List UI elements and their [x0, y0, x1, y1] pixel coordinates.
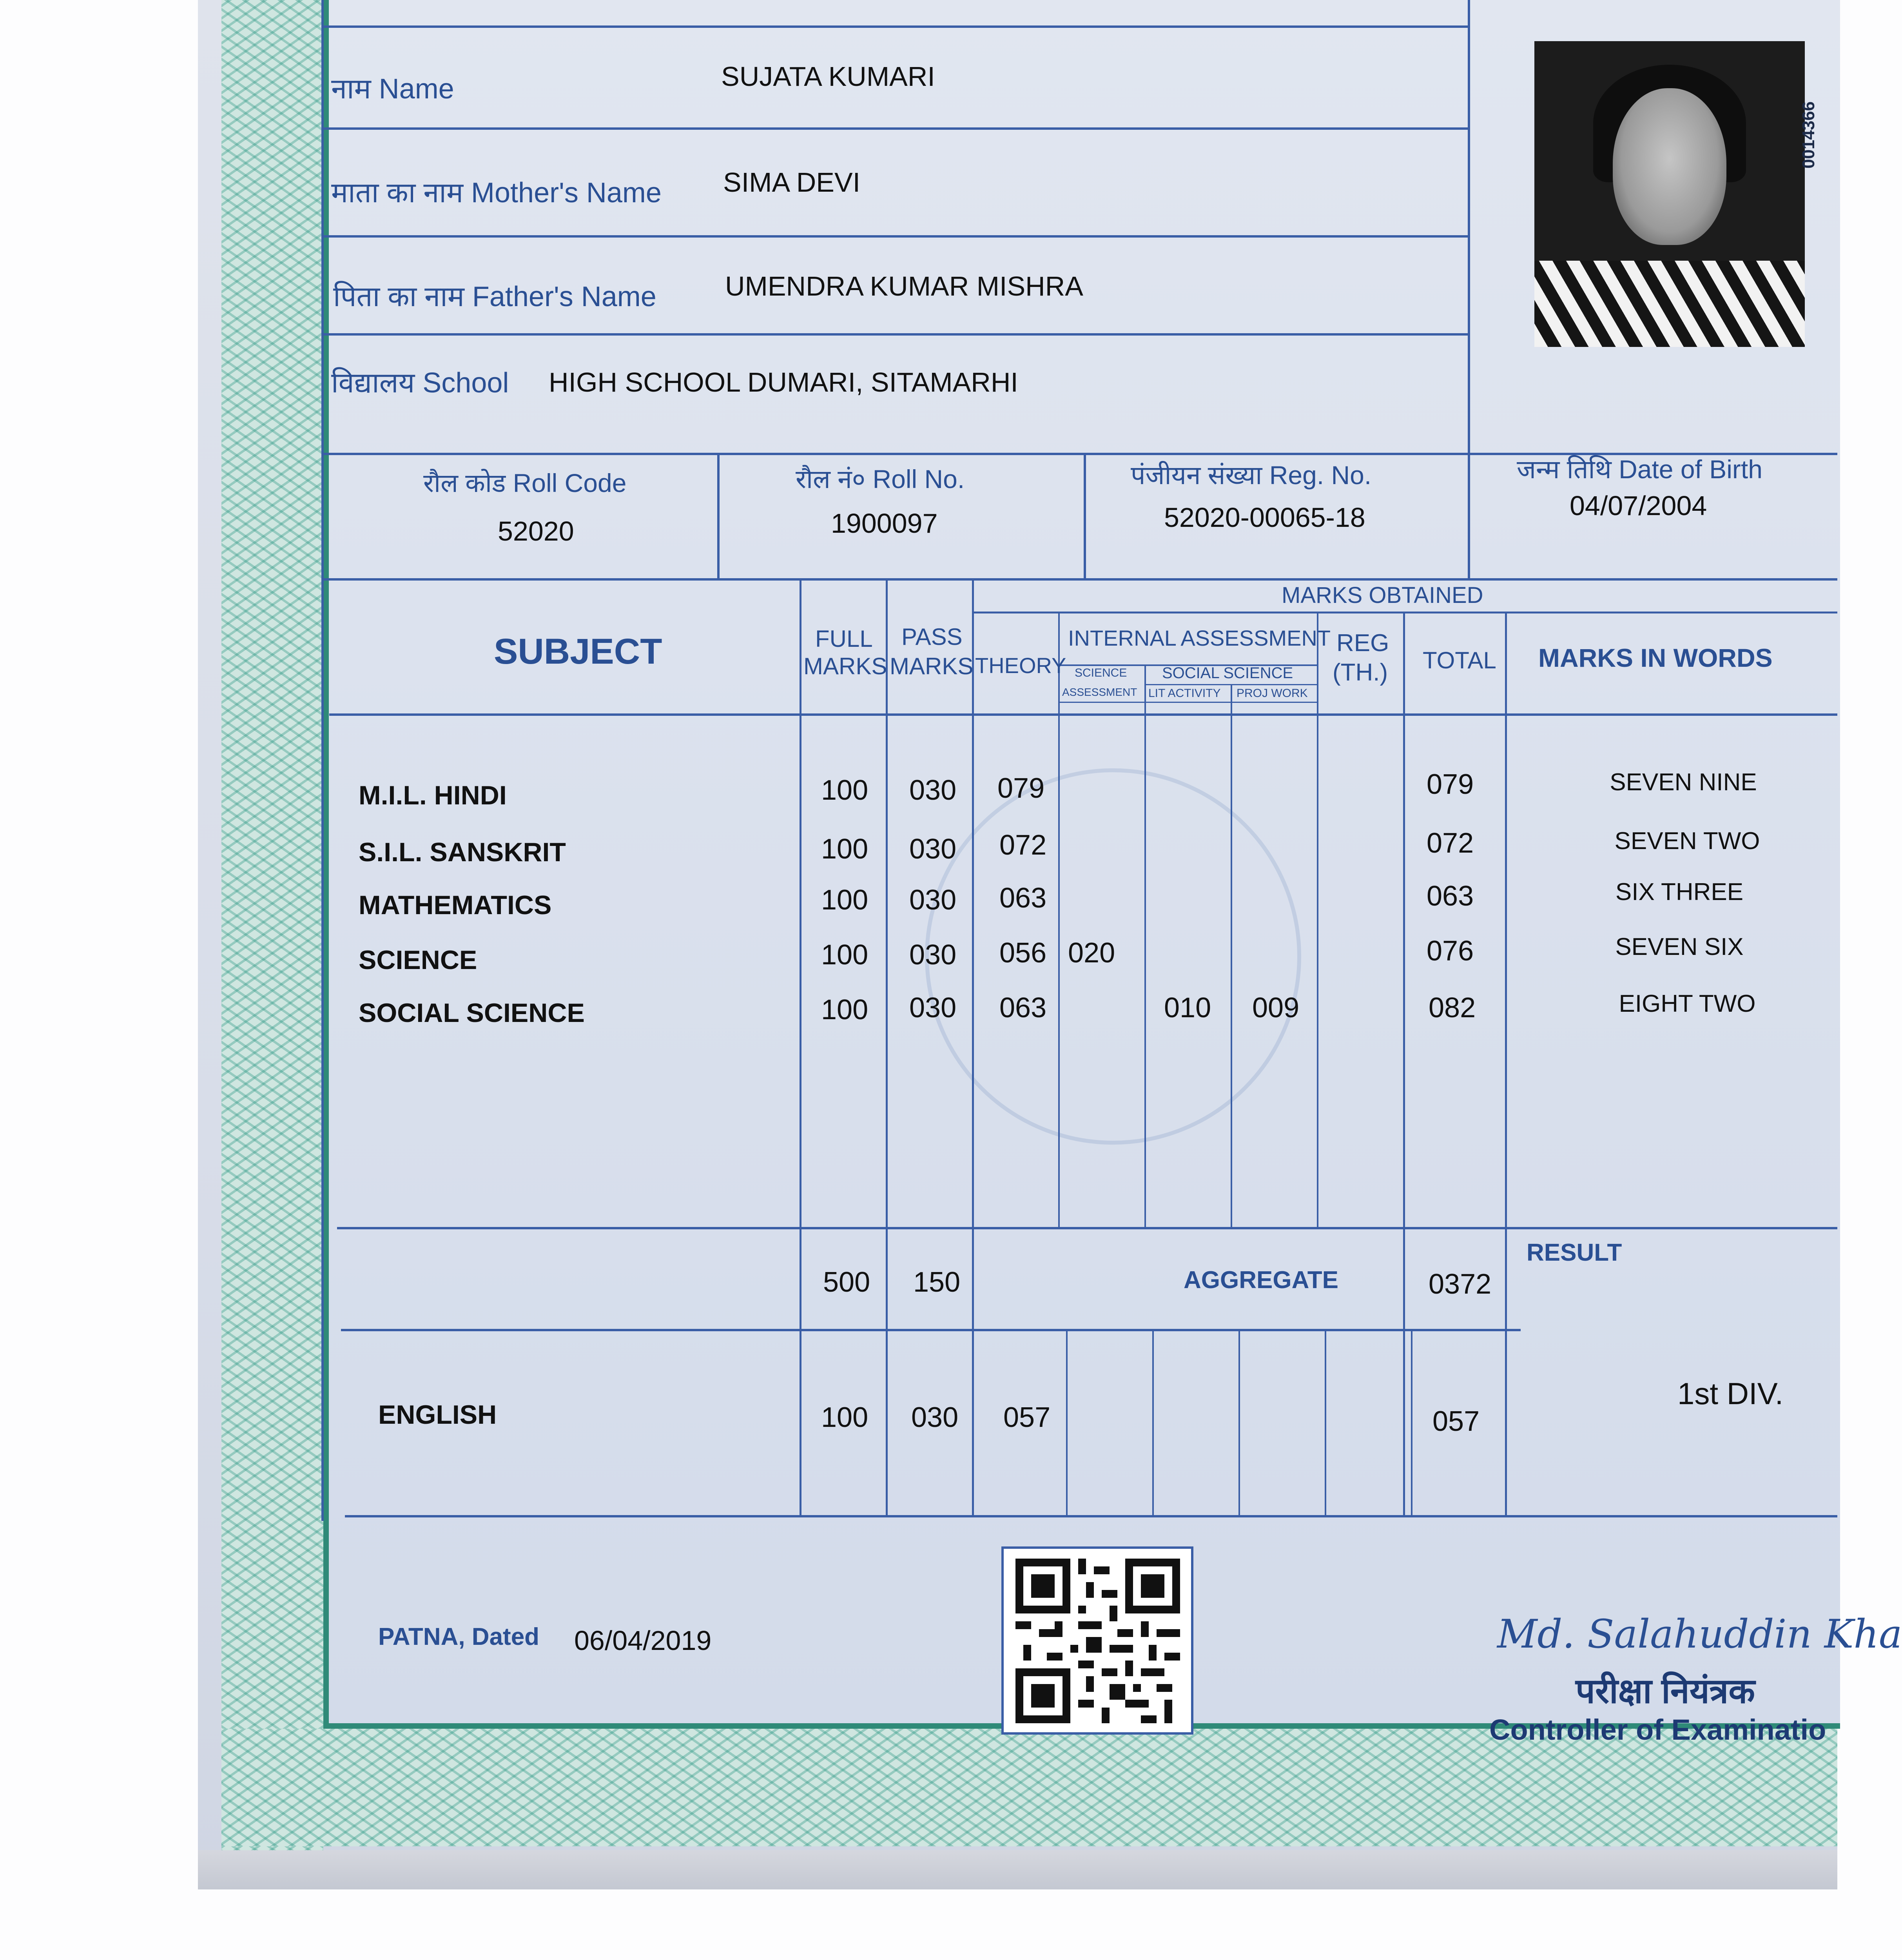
pass-header: PASS: [901, 624, 963, 650]
photo-clothing: [1534, 261, 1805, 347]
rule: [1505, 613, 1507, 1517]
reg-no-label: पंजीयन संख्या Reg. No.: [1131, 461, 1372, 490]
pass-marks: 030: [911, 1402, 959, 1433]
rule: [1411, 1331, 1412, 1517]
rule: [1152, 1331, 1154, 1517]
reg-no: 52020-00065-18: [1164, 502, 1365, 533]
father-name-label: पिता का नाम Father's Name: [333, 281, 656, 312]
photo-face: [1613, 88, 1726, 245]
rule: [345, 1515, 1837, 1517]
total-header: TOTAL: [1423, 647, 1496, 673]
rule: [1238, 1331, 1240, 1517]
rule: [1468, 0, 1470, 580]
science-internal-marks: 020: [1068, 937, 1115, 969]
rule: [321, 25, 1470, 28]
theory-marks: 063: [999, 992, 1047, 1024]
lit-activity-marks: 010: [1164, 992, 1211, 1024]
theory-marks: 057: [1003, 1402, 1051, 1433]
subject-name: SOCIAL SCIENCE: [359, 998, 585, 1028]
issue-date: 06/04/2019: [574, 1625, 712, 1656]
full-marks: 100: [821, 884, 869, 916]
marks-in-words: SIX THREE: [1615, 878, 1744, 906]
subject-header: SUBJECT: [494, 632, 662, 671]
marks-in-words: SEVEN TWO: [1614, 828, 1760, 855]
subject-name: M.I.L. HINDI: [359, 780, 507, 810]
marks-in-words: EIGHT TWO: [1619, 990, 1756, 1017]
rule: [321, 578, 1837, 581]
rule: [337, 1227, 1837, 1229]
guilloche-border-left: [221, 0, 323, 1889]
marks-in-words: SEVEN SIX: [1615, 933, 1744, 960]
rule: [321, 235, 1470, 238]
marks-in-words-header: MARKS IN WORDS: [1538, 643, 1773, 672]
rule: [329, 713, 1837, 716]
dob-label: जन्म तिथि Date of Birth: [1517, 455, 1762, 484]
full-marks: 100: [821, 939, 869, 971]
theory-marks: 072: [999, 829, 1047, 861]
full-marks: 100: [821, 1402, 869, 1433]
rule: [1403, 613, 1405, 1517]
rule: [717, 453, 720, 578]
total-marks: 072: [1427, 828, 1474, 859]
total-marks: 076: [1427, 935, 1474, 967]
result-division: 1st DIV.: [1677, 1376, 1784, 1411]
rule: [886, 580, 888, 1517]
roll-no-label: रौल नं० Roll No.: [796, 465, 965, 494]
roll-code-label: रौल कोड Roll Code: [423, 468, 627, 497]
rule: [1058, 702, 1317, 703]
rule: [1317, 613, 1318, 1229]
theory-header: THEORY: [975, 653, 1066, 678]
marks-obtained-header: MARKS OBTAINED: [1282, 583, 1483, 608]
internal-assessment-header: INTERNAL ASSESSMENT: [1068, 626, 1331, 650]
rule: [1066, 1331, 1068, 1517]
photo-serial-number: 0014366: [1799, 101, 1818, 169]
subject-name: S.I.L. SANSKRIT: [359, 837, 566, 867]
controller-title-english: Controller of Examinatio: [1489, 1713, 1826, 1746]
aggregate-pass-marks: 150: [913, 1267, 961, 1298]
rule: [800, 580, 801, 1517]
controller-title-hindi: परीक्षा नियंत्रक: [1576, 1671, 1755, 1710]
qr-code-icon: [1015, 1559, 1180, 1723]
school-label: विद्यालय School: [331, 367, 509, 399]
mother-name: SIMA DEVI: [723, 167, 861, 198]
rule: [321, 333, 1470, 336]
marks-in-words: SEVEN NINE: [1610, 769, 1757, 796]
rule: [321, 127, 1470, 130]
student-photo: [1534, 41, 1805, 347]
roll-no: 1900097: [831, 508, 938, 539]
date-of-birth: 04/07/2004: [1570, 490, 1707, 521]
pass-marks: 030: [909, 939, 957, 971]
total-marks: 082: [1429, 992, 1476, 1024]
page-shadow: [198, 1850, 1837, 1889]
father-name: UMENDRA KUMAR MISHRA: [725, 271, 1083, 301]
result-label: RESULT: [1527, 1239, 1622, 1266]
roll-code: 52020: [498, 516, 574, 546]
subject-name: MATHEMATICS: [359, 890, 552, 920]
aggregate-label: AGGREGATE: [1184, 1267, 1338, 1294]
reg-th-header: (TH.): [1333, 659, 1388, 686]
school-name: HIGH SCHOOL DUMARI, SITAMARHI: [549, 367, 1018, 397]
qr-code: [1001, 1546, 1193, 1735]
rule: [341, 1329, 1521, 1331]
full-marks: 100: [821, 994, 869, 1025]
social-science-ia-header: SOCIAL SCIENCE: [1162, 664, 1293, 682]
total-marks: 057: [1432, 1406, 1480, 1437]
rule: [1084, 453, 1086, 578]
lit-activity-header: LIT ACTIVITY: [1148, 687, 1221, 700]
pass-marks: 030: [909, 775, 957, 806]
science-assessment-header: ASSESSMENT: [1062, 686, 1137, 698]
student-name: SUJATA KUMARI: [721, 61, 935, 92]
science-ia-header: SCIENCE: [1075, 666, 1127, 679]
full-marks: 100: [821, 775, 869, 806]
mother-name-label: माता का नाम Mother's Name: [331, 177, 662, 209]
pass-marks: 030: [909, 992, 957, 1024]
pass-marks: 030: [909, 833, 957, 865]
guilloche-border-bottom: [221, 1729, 1837, 1846]
rule: [1325, 1331, 1326, 1517]
total-marks: 063: [1427, 880, 1474, 912]
controller-signature: Md. Salahuddin Kha: [1497, 1611, 1902, 1657]
full-marks: 100: [821, 833, 869, 865]
pass-marks-header: MARKS: [890, 653, 974, 679]
total-marks: 079: [1427, 769, 1474, 800]
theory-marks: 056: [999, 937, 1047, 969]
theory-marks: 079: [997, 773, 1045, 804]
aggregate-full-marks: 500: [823, 1267, 870, 1298]
project-work-marks: 009: [1252, 992, 1300, 1024]
theory-marks: 063: [999, 882, 1047, 914]
reg-header: REG: [1336, 630, 1389, 657]
pass-marks: 030: [909, 884, 957, 916]
aggregate-total: 0372: [1429, 1269, 1492, 1300]
subject-name: ENGLISH: [378, 1400, 497, 1430]
issue-place-label: PATNA, Dated: [378, 1623, 540, 1650]
rule: [321, 0, 324, 1521]
full-header: FULL: [815, 626, 873, 652]
subject-name: SCIENCE: [359, 945, 477, 975]
full-marks-header: MARKS: [803, 653, 887, 679]
name-label: नाम Name: [331, 73, 454, 105]
proj-work-header: PROJ WORK: [1237, 687, 1308, 700]
